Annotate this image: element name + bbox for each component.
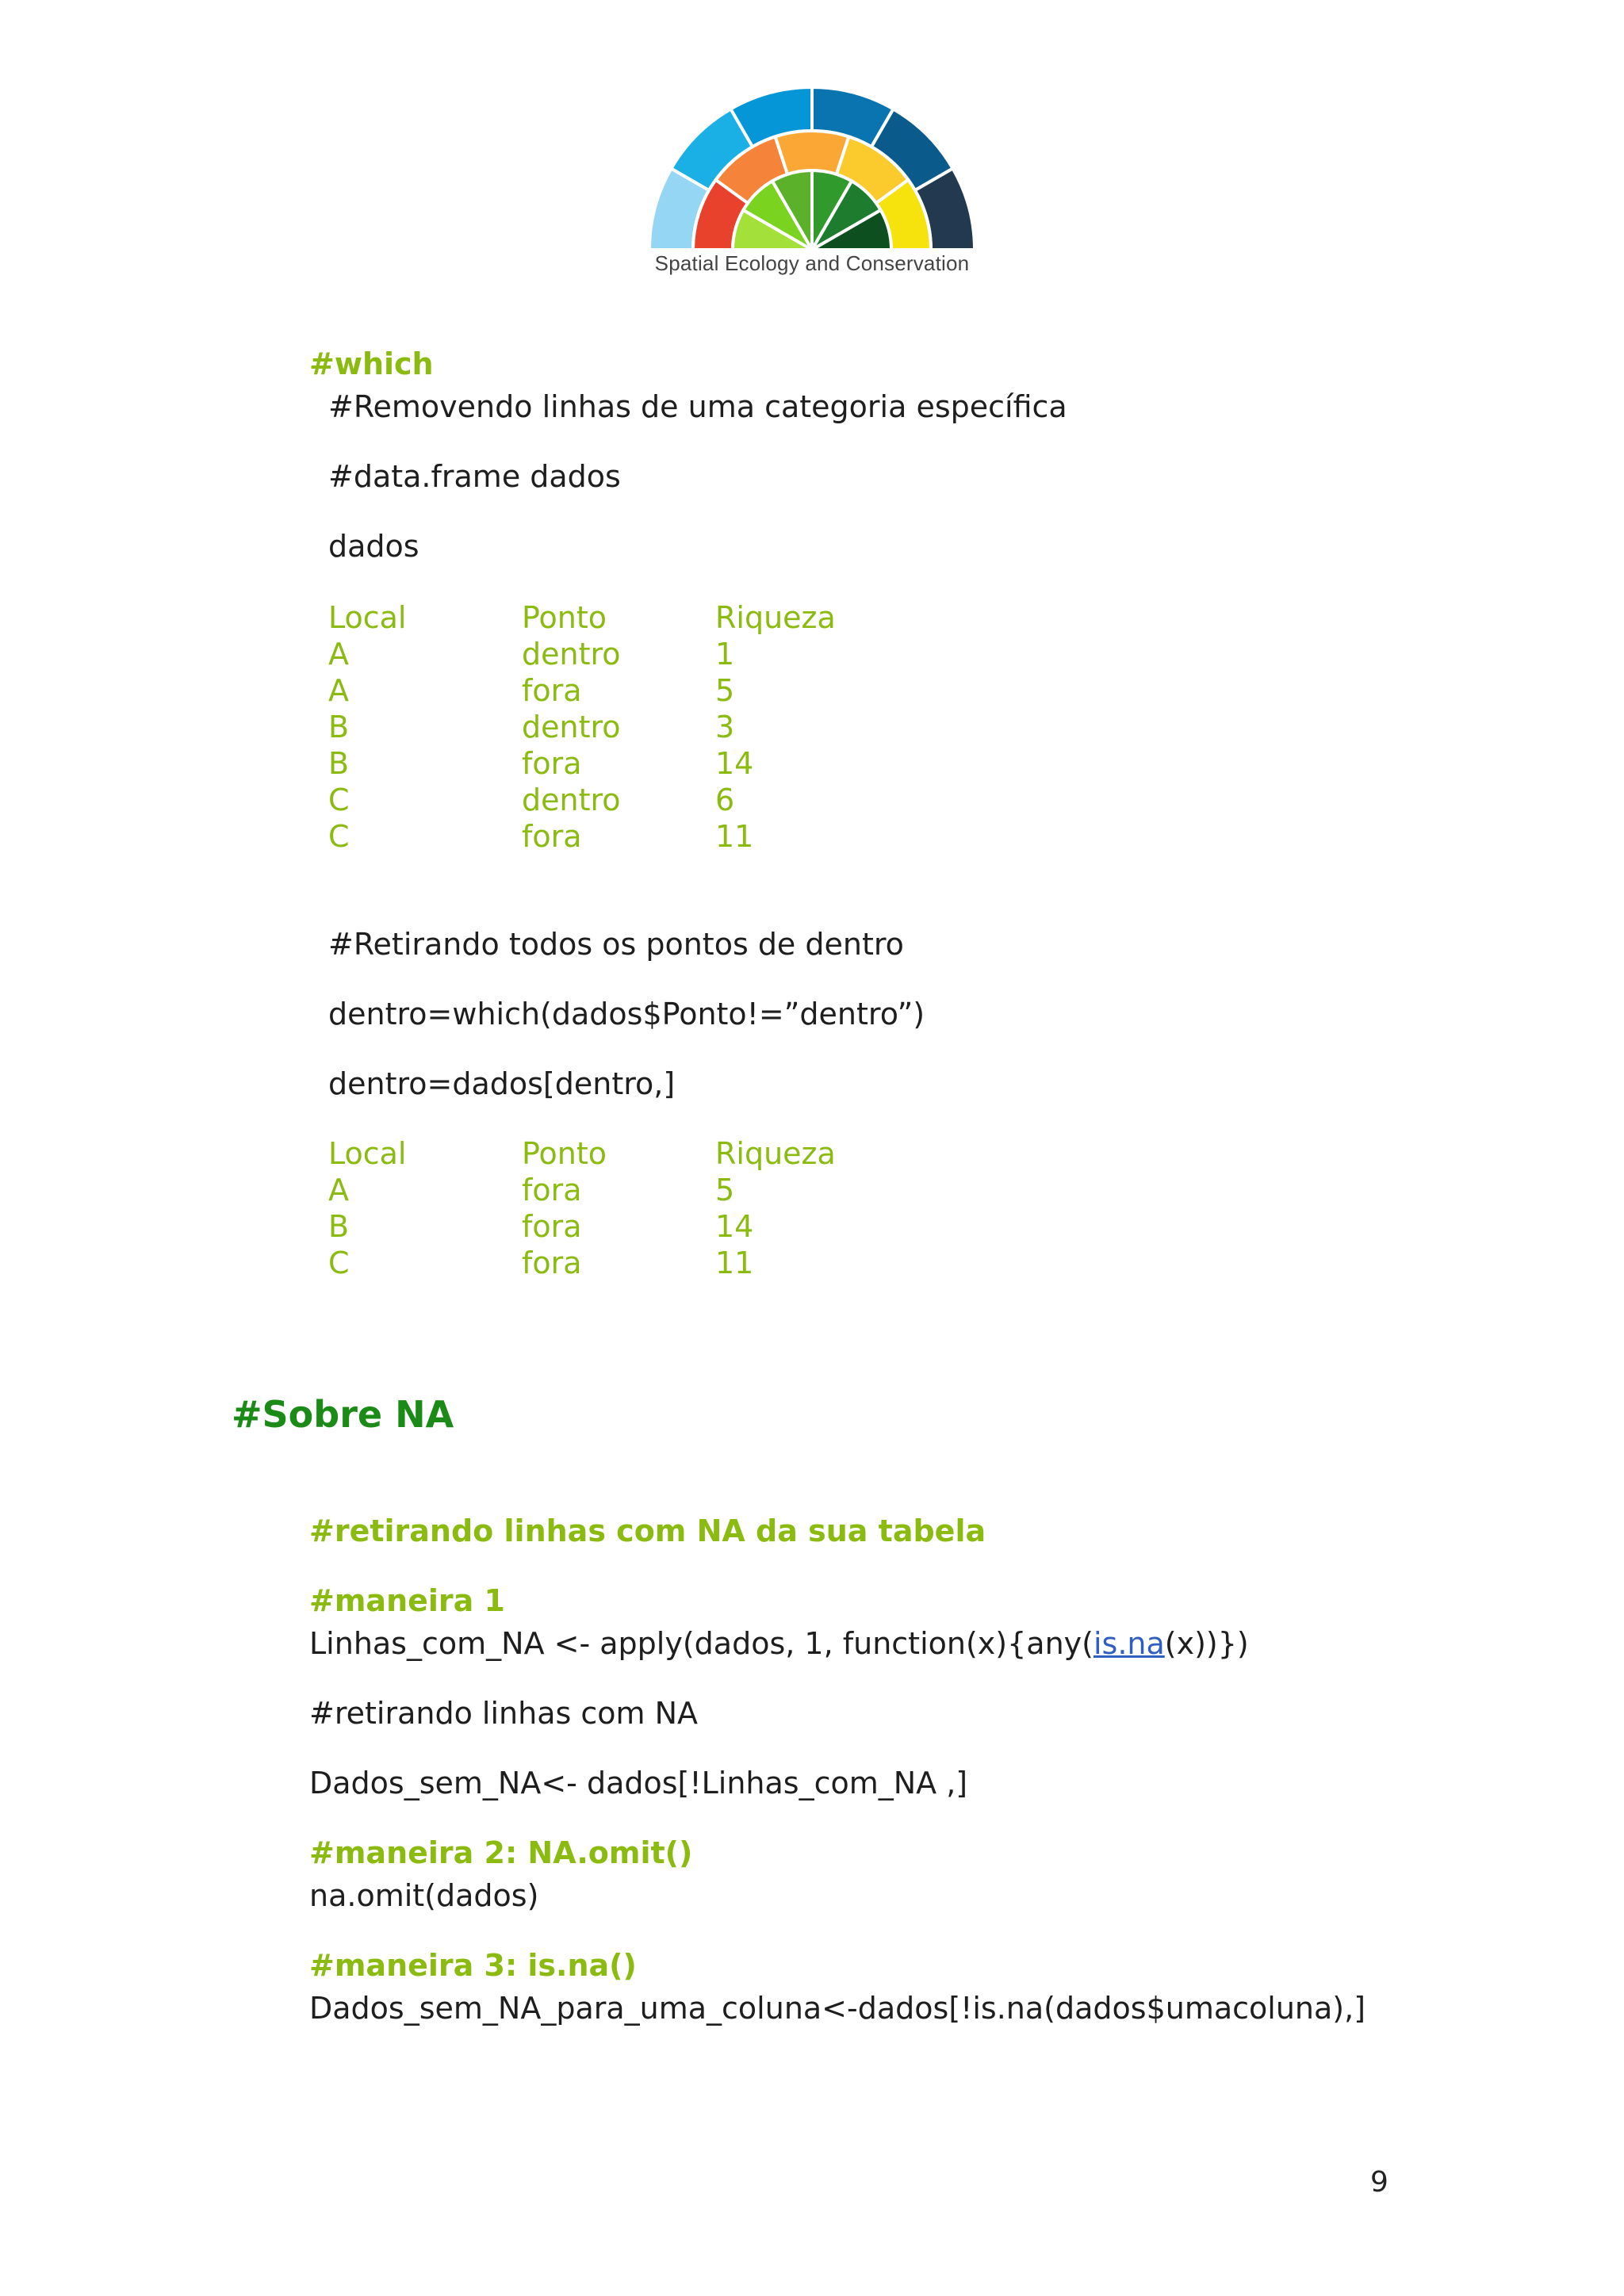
cell-local: B (328, 710, 350, 744)
code-text: Linhas_com_NA <- apply(dados, 1, function(x){any( (309, 1626, 1094, 1661)
cell-ponto: fora (522, 746, 582, 781)
cell-riqueza: 3 (715, 710, 735, 744)
cell-ponto: dentro (522, 637, 621, 672)
cell-local: A (328, 637, 349, 672)
cell-ponto: dentro (522, 783, 621, 817)
na-subheading: #retirando linhas com NA da sua tabela (309, 1513, 986, 1548)
column-header: Local (328, 600, 407, 635)
column-header: Ponto (522, 600, 607, 635)
logo-caption: Spatial Ecology and Conservation (654, 251, 970, 275)
method-2-heading: #maneira 2: NA.omit() (309, 1835, 693, 1870)
comment-data-frame: #data.frame dados (328, 459, 621, 494)
method-1-comment: #retirando linhas com NA (309, 1696, 699, 1731)
which-heading: #which (309, 346, 434, 381)
method-2-code: na.omit(dados) (309, 1878, 539, 1913)
method-1-code (309, 1625, 1249, 1662)
method-1-heading: #maneira 1 (309, 1583, 505, 1618)
comment-remove-inside: #Retirando todos os pontos de dentro (328, 927, 904, 962)
cell-riqueza: 1 (715, 637, 735, 672)
cell-local: B (328, 1209, 350, 1244)
cell-ponto: fora (522, 819, 582, 854)
cell-riqueza: 14 (715, 1209, 754, 1244)
column-header: Riqueza (715, 1136, 836, 1171)
logo-fan-graphic (649, 87, 975, 250)
cell-ponto: fora (522, 673, 582, 708)
cell-riqueza: 5 (715, 1173, 735, 1207)
code-text: (x))}) (1164, 1626, 1249, 1661)
cell-riqueza: 11 (715, 1246, 754, 1280)
cell-local: A (328, 1173, 349, 1207)
na-section-heading: #Sobre NA (232, 1393, 454, 1436)
cell-riqueza: 5 (715, 673, 735, 708)
method-1-code-2: Dados_sem_NA<- dados[!Linhas_com_NA ,] (309, 1766, 968, 1800)
cell-ponto: fora (522, 1209, 582, 1244)
cell-riqueza: 6 (715, 783, 735, 817)
comment-remove-rows: #Removendo linhas de uma categoria específica (328, 389, 1067, 424)
cell-local: A (328, 673, 349, 708)
cell-local: C (328, 1246, 350, 1280)
cell-local: B (328, 746, 350, 781)
cell-ponto: fora (522, 1246, 582, 1280)
cell-ponto: fora (522, 1173, 582, 1207)
page-number: 9 (1370, 2166, 1388, 2198)
column-header: Riqueza (715, 600, 836, 635)
is-na-link[interactable]: is.na (1093, 1626, 1165, 1661)
logo (649, 87, 975, 281)
code-subset: dentro=dados[dentro,] (328, 1066, 676, 1101)
code-which: dentro=which(dados$Ponto!=”dentro”) (328, 997, 925, 1031)
cell-riqueza: 11 (715, 819, 754, 854)
method-3-heading: #maneira 3: is.na() (309, 1948, 637, 1983)
cell-local: C (328, 819, 350, 854)
code-dados: dados (328, 529, 419, 564)
cell-local: C (328, 783, 350, 817)
method-3-code: Dados_sem_NA_para_uma_coluna<-dados[!is.na(dados$umacoluna),] (309, 1991, 1366, 2026)
column-header: Ponto (522, 1136, 607, 1171)
cell-riqueza: 14 (715, 746, 754, 781)
cell-ponto: dentro (522, 710, 621, 744)
column-header: Local (328, 1136, 407, 1171)
